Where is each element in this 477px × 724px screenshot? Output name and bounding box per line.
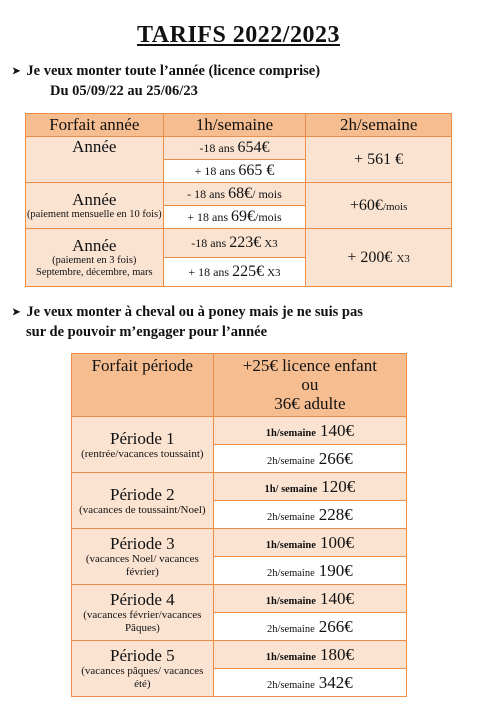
price-value: 68€ <box>228 185 253 202</box>
period-desc: (vacances de toussaint/Noel) <box>79 503 206 516</box>
hour-label: 2h/semaine <box>266 455 315 467</box>
section2-heading-line1: Je veux monter à cheval ou à poney mais je ne suis pas <box>26 304 363 320</box>
price-value: 665 € <box>238 162 275 179</box>
price-value: 266€ <box>318 448 353 468</box>
header-forfait-annee: Forfait année <box>26 114 164 137</box>
period-name: Période 3 <box>110 534 175 553</box>
period-price-1h <box>213 641 406 669</box>
annual-pricing-table <box>25 113 452 287</box>
row-label-text: Année <box>72 190 117 209</box>
age-label: -18 ans <box>199 141 235 155</box>
period-name: Période 5 <box>110 646 175 665</box>
price-value: + 561 € <box>354 150 404 168</box>
period-price-2h <box>213 501 406 529</box>
header-licence <box>213 354 406 417</box>
price-suffix: / mois <box>252 187 282 201</box>
price-value: 140€ <box>319 420 354 440</box>
period-label <box>72 473 214 529</box>
header-2h: 2h/semaine <box>306 114 452 137</box>
age-label: -18 ans <box>191 236 227 250</box>
hour-label: 1h/ semaine <box>264 483 318 495</box>
licence-line2: ou <box>301 375 319 394</box>
period-desc: (vacances Noel/ vacances février) <box>85 553 199 578</box>
period-label <box>72 529 214 585</box>
hour-label: 1h/semaine <box>265 651 316 663</box>
row-note: (paiement mensuelle en 10 fois) <box>26 209 162 220</box>
age-label: + 18 ans <box>194 164 236 178</box>
period-desc: (rentrée/vacances toussaint) <box>81 447 204 460</box>
age-label: + 18 ans <box>188 265 230 279</box>
period-label <box>72 417 214 473</box>
price-suffix: /mois <box>254 210 282 224</box>
period-desc: (vacances février/vacances Pâques) <box>83 609 202 634</box>
price-2h <box>306 183 452 229</box>
period-name: Période 2 <box>110 484 175 504</box>
hour-label: 1h/semaine <box>265 427 316 439</box>
period-price-1h <box>213 473 406 501</box>
section1-heading <box>12 62 320 101</box>
age-label: - 18 ans <box>187 187 226 201</box>
price-value: 225€ <box>232 263 265 280</box>
price-suffix: X3 <box>264 238 278 250</box>
price-value: 342€ <box>318 672 353 692</box>
price-2h <box>306 137 452 183</box>
period-name: Période 4 <box>110 590 175 609</box>
row-label-annee-3x <box>26 229 164 287</box>
price-over18 <box>163 206 306 229</box>
section2-heading <box>12 303 363 342</box>
price-value: +60€ <box>349 196 383 214</box>
period-price-2h <box>213 557 406 585</box>
section1-dates: Du 05/09/22 au 25/06/23 <box>50 83 198 99</box>
row-note: (paiement en 3 fois) <box>52 255 137 266</box>
price-value: 100€ <box>319 532 354 552</box>
period-label <box>72 641 214 697</box>
licence-line3: 36€ adulte <box>274 394 346 413</box>
price-suffix: X3 <box>267 267 281 279</box>
section1-heading-text: Je veux monter toute l’année (licence comprise) <box>26 63 321 79</box>
period-price-1h <box>213 417 406 445</box>
period-label <box>72 585 214 641</box>
price-under18 <box>163 183 306 206</box>
hour-label: 2h/semaine <box>266 623 315 635</box>
period-price-1h <box>213 585 406 613</box>
section2-heading-line2: sur de pouvoir m’engager pour l’année <box>26 324 268 340</box>
header-1h: 1h/semaine <box>163 114 306 137</box>
price-value: 654€ <box>237 139 270 156</box>
price-value: 69€ <box>230 208 255 225</box>
period-name: Période 1 <box>110 428 175 448</box>
row-label-text: Année <box>72 137 117 156</box>
price-value: 180€ <box>319 644 354 664</box>
licence-line1: +25€ licence enfant <box>242 356 377 375</box>
hour-label: 2h/semaine <box>266 679 315 691</box>
price-suffix: /mois <box>382 200 408 213</box>
period-price-1h <box>213 529 406 557</box>
price-under18 <box>163 229 306 258</box>
hour-label: 1h/semaine <box>265 539 316 551</box>
period-pricing-table <box>71 353 407 697</box>
price-over18 <box>163 258 306 287</box>
price-value: 223€ <box>229 234 262 251</box>
period-price-2h <box>213 613 406 641</box>
period-price-2h <box>213 669 406 697</box>
arrow-bullet-icon: ➤ <box>12 66 21 77</box>
period-price-2h <box>213 445 406 473</box>
header-forfait-periode: Forfait période <box>72 354 214 417</box>
price-value: + 200€ <box>347 248 393 266</box>
price-value: 266€ <box>318 616 353 636</box>
price-over18 <box>163 160 306 183</box>
price-suffix: X3 <box>396 252 410 265</box>
hour-label: 1h/semaine <box>265 595 316 607</box>
period-desc: (vacances pâques/ vacances été) <box>81 665 204 690</box>
price-2h <box>306 229 452 287</box>
arrow-bullet-icon: ➤ <box>12 307 21 318</box>
row-note-months: Septembre, décembre, mars <box>35 267 153 278</box>
hour-label: 2h/semaine <box>266 511 315 523</box>
hour-label: 2h/semaine <box>266 567 315 579</box>
age-label: + 18 ans <box>187 210 228 224</box>
row-label-annee-monthly <box>26 183 164 229</box>
price-under18 <box>163 137 306 160</box>
price-value: 190€ <box>318 560 353 580</box>
price-value: 228€ <box>318 504 353 524</box>
row-label-annee <box>26 137 164 183</box>
row-label-text: Année <box>72 236 117 255</box>
price-value: 120€ <box>321 476 356 496</box>
page-title: TARIFS 2022/2023 <box>137 22 340 48</box>
price-value: 140€ <box>319 588 354 608</box>
